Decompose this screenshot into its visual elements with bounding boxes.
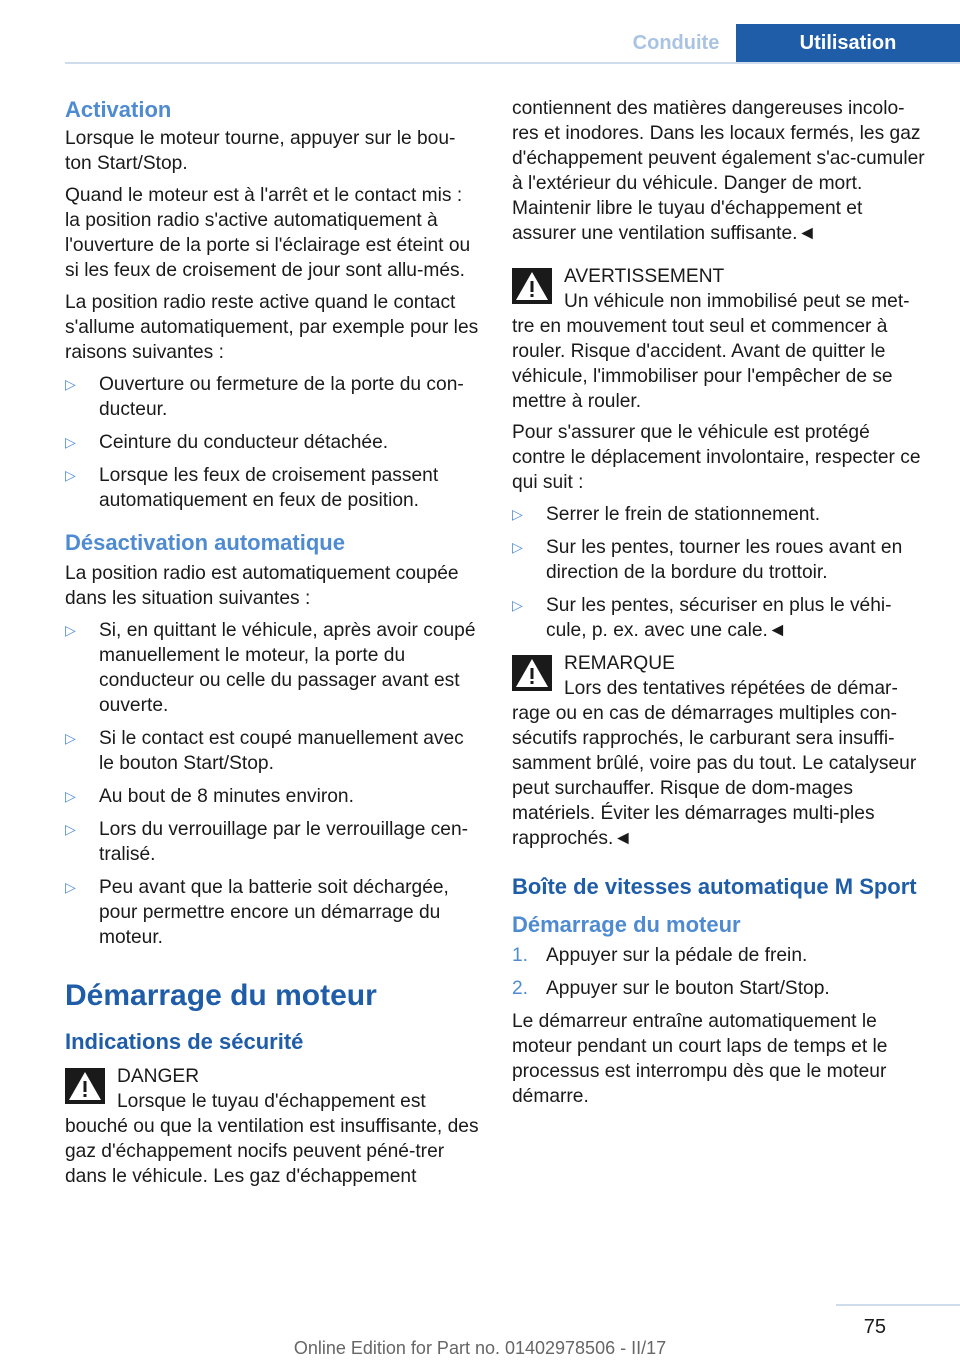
paragraph: contiennent des matières dangereuses incolo‐res et inodores. Dans les locaux fermés, les gaz d'échappement peuvent également s'ac‐cumuler à l'extérieur du véhicule. Danger de mort. Maintenir libre le tuyau d'échappement et assurer une ventilation suffisante.◄ [512, 98, 925, 244]
paragraph: Lorsque le moteur tourne, appuyer sur le bou‐ton Start/Stop. [65, 128, 456, 174]
left-column [65, 96, 480, 1195]
triangle-bullet-icon: ▷ [512, 539, 523, 555]
section-title-desactivation: Désactivation automatique [65, 530, 345, 555]
triangle-bullet-icon: ▷ [65, 821, 76, 837]
danger-notice [65, 1064, 480, 1189]
paragraph: Quand le moteur est à l'arrêt et le contact mis : la position radio s'active automatiquement à l'ouverture de la porte si l'éclairage est éteint ou si les feux de croisement de jour sont allu‐més. [65, 185, 471, 281]
triangle-bullet-icon: ▷ [65, 730, 76, 746]
triangle-bullet-icon: ▷ [65, 879, 76, 895]
list-item: ▷ Lors du verrouillage par le verrouillage cen‐tralisé. [65, 819, 469, 865]
paragraph: Pour s'assurer que le véhicule est protégé contre le déplacement involontaire, respecter ce qui suit : [512, 422, 921, 493]
paragraph: Le démarreur entraîne automatiquement le moteur pendant un court laps de temps et le processus est interrompu dès que le moteur démarre. [512, 1011, 888, 1107]
triangle-bullet-icon: ▷ [65, 434, 76, 450]
list-item: 1. Appuyer sur la pédale de frein. [512, 945, 808, 966]
footer-divider [836, 1304, 960, 1306]
triangle-bullet-icon: ▷ [65, 467, 76, 483]
section-title-boite: Boîte de vitesses automatique M Sport [512, 874, 917, 899]
list-item: ▷ Ouverture ou fermeture de la porte du con‐ducteur. [65, 374, 464, 420]
chapter-title-demarrage: Démarrage du moteur [65, 979, 377, 1012]
step-number: 1. [512, 945, 529, 966]
danger-text: Lorsque le tuyau d'échappement est bouché ou que la ventilation est insuffisante, des gaz d'échappement nocifs peuvent péné‐trer dans le véhicule. Les gaz d'échappement [65, 1091, 479, 1187]
list-item: ▷ Sur les pentes, sécuriser en plus le véhi‐cule, p. ex. avec une cale.◄ [512, 595, 892, 641]
paragraph: La position radio est automatiquement coupée dans les situation suivantes : [65, 563, 459, 609]
page-header [0, 0, 960, 62]
bullet-list-desactivation [65, 618, 480, 950]
list-item: ▷ Si, en quittant le véhicule, après avoir coupé manuellement le moteur, la porte du conducteur ou celle du passager avant est ouverte. [65, 620, 476, 716]
list-item: ▷ Si le contact est coupé manuellement avec le bouton Start/Stop. [65, 728, 464, 774]
triangle-bullet-icon: ▷ [512, 597, 523, 613]
remarque-text: Lors des tentatives répétées de démar‐rage ou en cas de démarrages multiples con‐sécutifs rapprochés, le carburant sera insuffi‐samment brûlé, voire pas du tout. Le catalyseur peut surchauffer. Risque de dom‐mages matériels. Éviter les démarrages multi‐ples rapprochés.◄ [512, 678, 917, 849]
list-item: ▷ Ceinture du conducteur détachée. [65, 432, 389, 453]
paragraph: La position radio reste active quand le contact s'allume automatiquement, par exemple pour les raisons suivantes : [65, 292, 479, 363]
warning-triangle-icon [512, 655, 552, 691]
edition-footer: Online Edition for Part no. 01402978506 - II/17 [293, 1338, 667, 1358]
warning-triangle-icon [512, 268, 552, 304]
triangle-bullet-icon: ▷ [65, 376, 76, 392]
danger-label: DANGER [117, 1066, 200, 1087]
remarque-label: REMARQUE [564, 653, 675, 674]
bullet-list-immobilisation [512, 502, 927, 643]
tab-utilisation[interactable]: Utilisation [736, 24, 960, 62]
triangle-bullet-icon: ▷ [65, 622, 76, 638]
numbered-steps [512, 943, 927, 1001]
avertissement-text: Un véhicule non immobilisé peut se met‐tre en mouvement tout seul et commencer à rouler. Risque d'accident. Avant de quitter le véhicule, l'immobiliser pour l'empêcher de se mettre à rouler. [512, 291, 910, 412]
step-number: 2. [512, 978, 529, 999]
warning-triangle-icon [65, 1068, 105, 1104]
list-item: ▷ Peu avant que la batterie soit déchargée, pour permettre encore un démarrage du moteur. [65, 877, 449, 948]
right-column [512, 96, 927, 1116]
avertissement-notice [512, 264, 927, 414]
list-item: 2. Appuyer sur le bouton Start/Stop. [512, 978, 830, 999]
tab-conduite[interactable]: Conduite [617, 24, 735, 62]
section-title-demarrage-sub: Démarrage du moteur [512, 912, 741, 937]
list-item: ▷ Au bout de 8 minutes environ. [65, 786, 354, 807]
page-number: 75 [863, 1316, 886, 1338]
header-divider [65, 62, 960, 64]
section-title-securite: Indications de sécurité [65, 1029, 304, 1054]
list-item: ▷ Serrer le frein de stationnement. [512, 504, 821, 525]
list-item: ▷ Sur les pentes, tourner les roues avant en direction de la bordure du trottoir. [512, 537, 903, 583]
bullet-list-activation [65, 372, 480, 513]
triangle-bullet-icon: ▷ [512, 506, 523, 522]
avertissement-label: AVERTISSEMENT [564, 266, 725, 287]
list-item: ▷ Lorsque les feux de croisement passent automatiquement en feux de position. [65, 465, 439, 511]
section-title-activation: Activation [65, 97, 172, 122]
remarque-notice [512, 651, 927, 851]
triangle-bullet-icon: ▷ [65, 788, 76, 804]
